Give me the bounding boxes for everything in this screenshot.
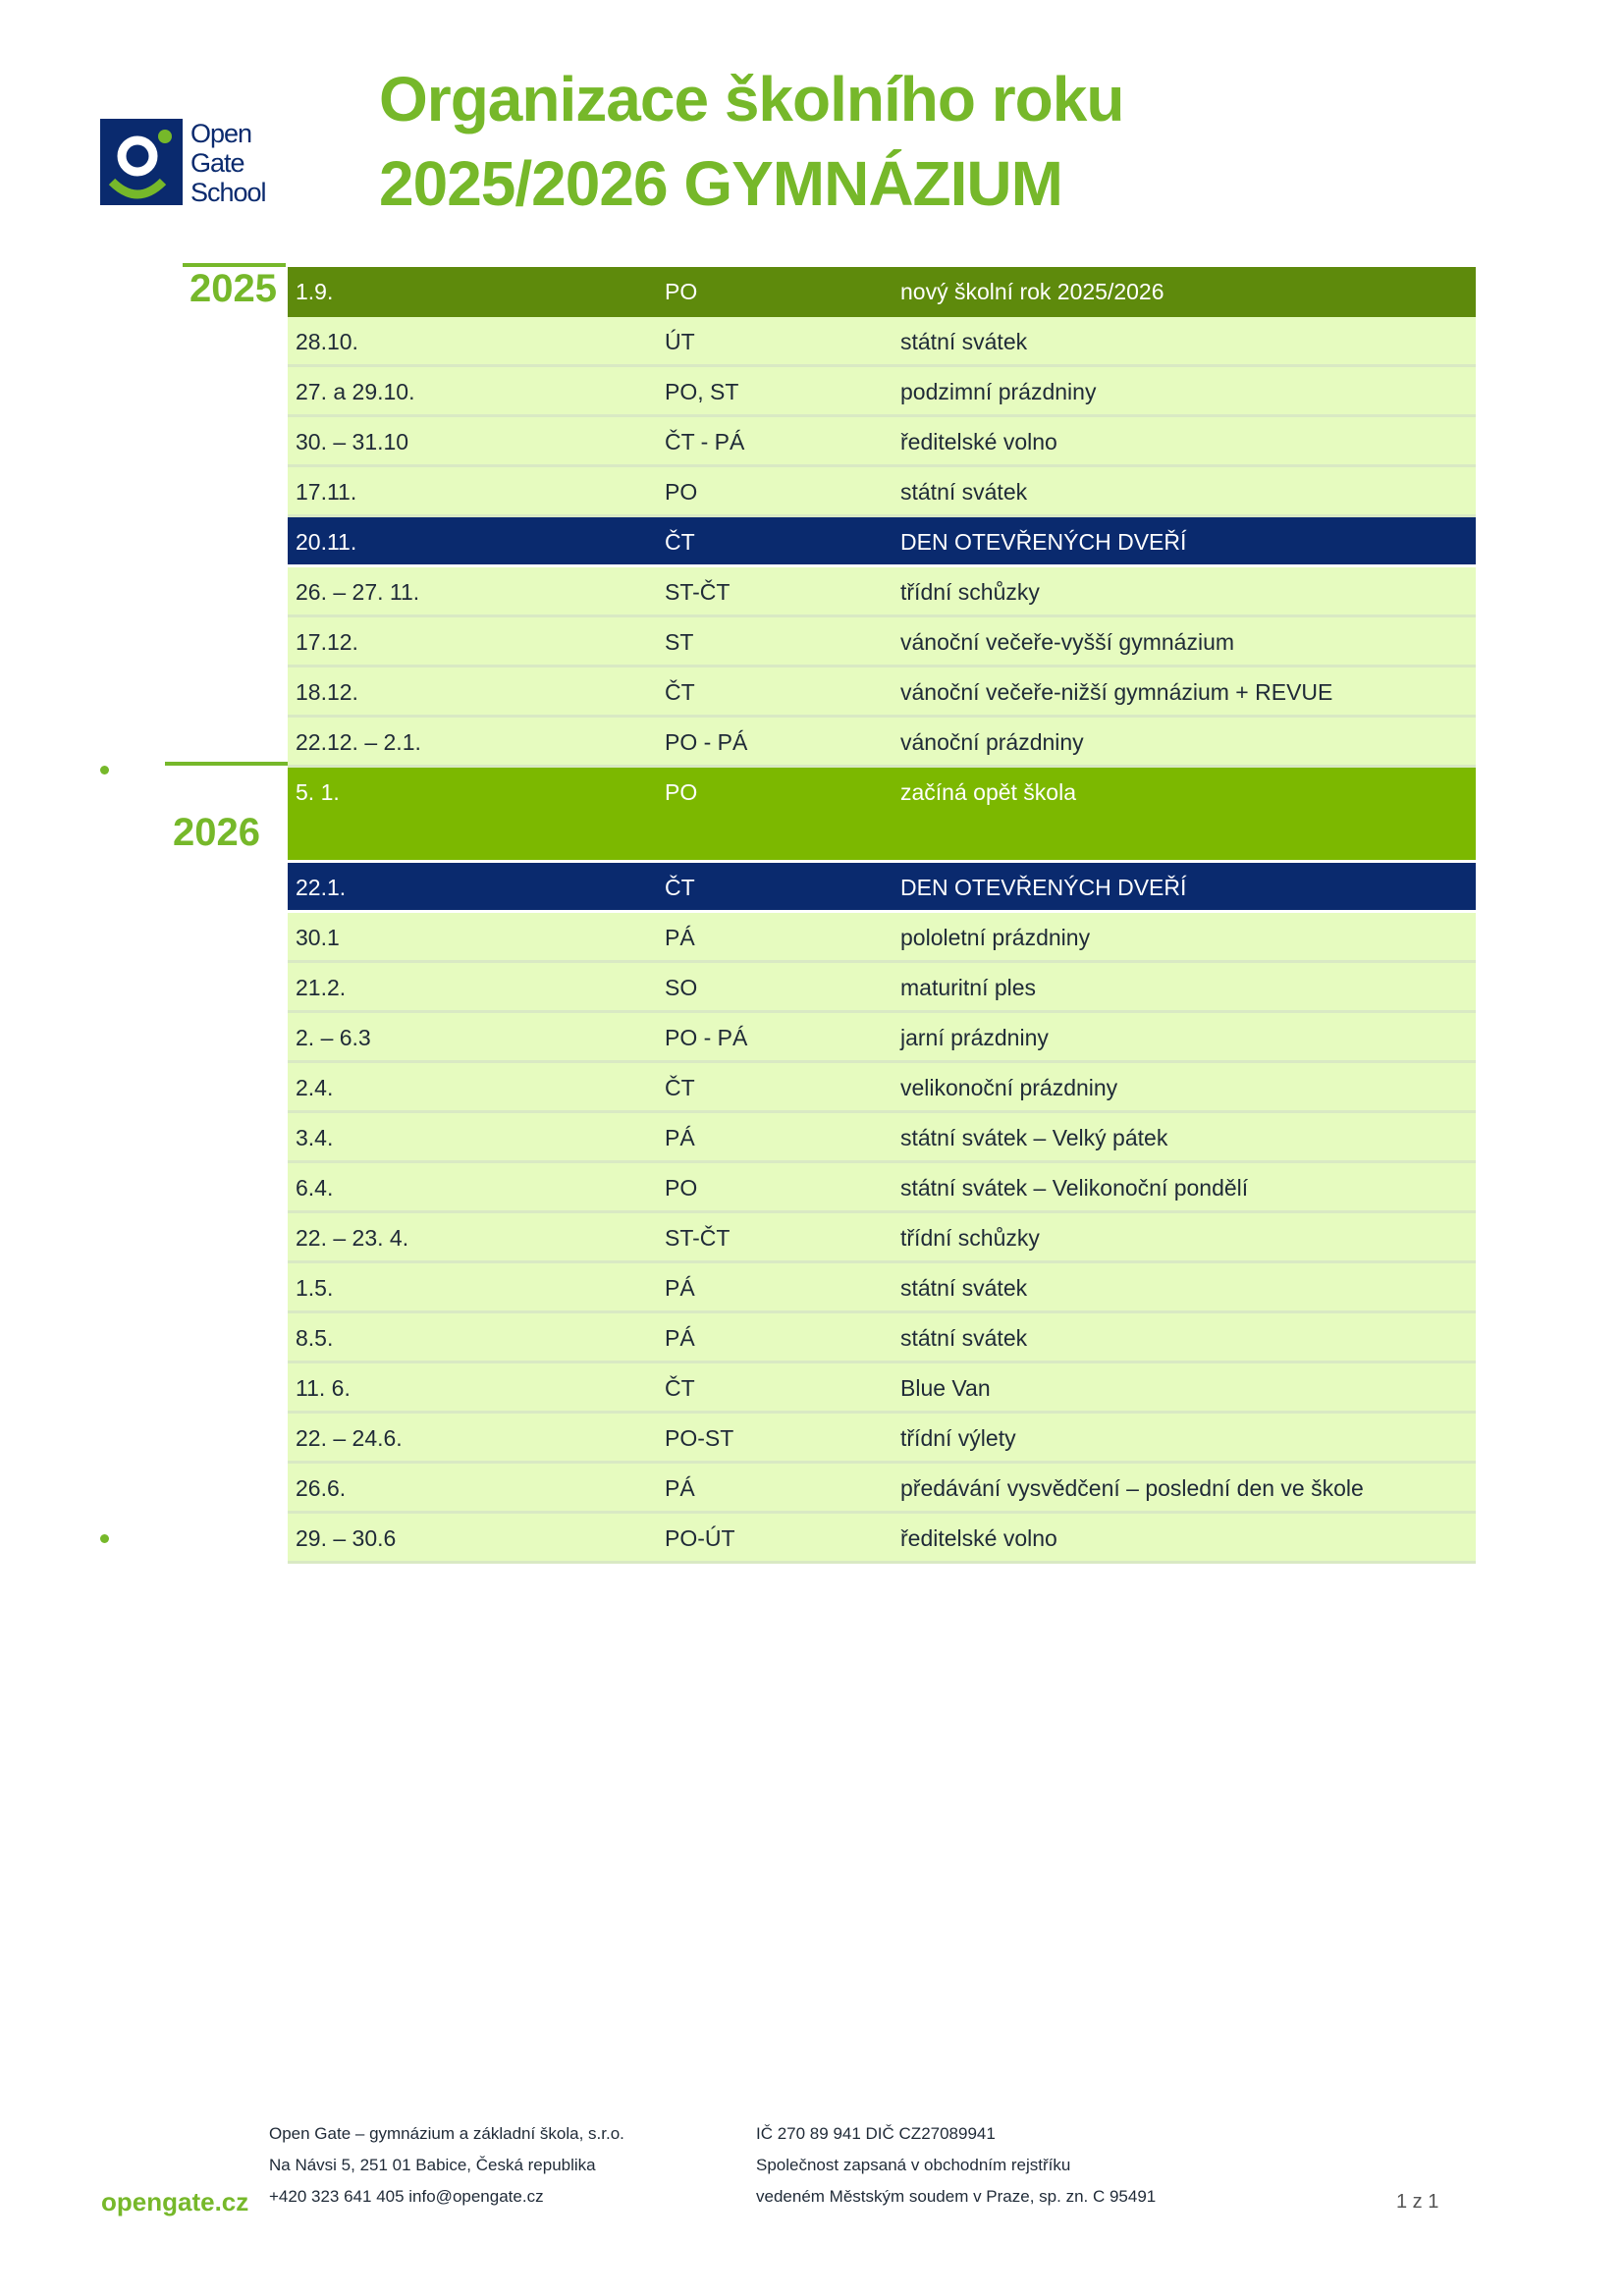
row-day: PÁ xyxy=(665,1125,695,1150)
row-description: začíná opět škola xyxy=(900,779,1077,805)
row-description: státní svátek xyxy=(900,329,1028,354)
table-row xyxy=(288,963,1476,1013)
row-description: státní svátek – Velikonoční pondělí xyxy=(900,1175,1249,1201)
row-date: 5. 1. xyxy=(296,779,340,805)
row-date: 30. – 31.10 xyxy=(296,429,409,454)
table-row xyxy=(288,417,1476,467)
row-date: 11. 6. xyxy=(296,1375,351,1401)
logo-text xyxy=(190,119,267,207)
row-date: 1.9. xyxy=(296,279,334,304)
row-date: 22. – 24.6. xyxy=(296,1425,403,1451)
row-day: PO, ST xyxy=(665,379,739,404)
row-date: 28.10. xyxy=(296,329,358,354)
year-2026-label: 2026 xyxy=(173,811,260,854)
row-description: třídní schůzky xyxy=(900,1225,1040,1251)
footer-brand: opengate.cz xyxy=(101,2187,249,2216)
row-description: velikonoční prázdniny xyxy=(900,1075,1118,1100)
row-date: 8.5. xyxy=(296,1325,334,1351)
footer-registry-1: Společnost zapsaná v obchodním rejstříku xyxy=(756,2156,1071,2174)
row-day: PO xyxy=(665,479,698,505)
row-description: třídní schůzky xyxy=(900,579,1040,605)
row-day: PÁ xyxy=(665,1325,695,1351)
row-description: jarní prázdniny xyxy=(900,1025,1049,1050)
table-row xyxy=(288,667,1476,718)
row-day: ČT xyxy=(665,875,695,900)
row-day: SO xyxy=(665,975,698,1000)
table-row xyxy=(288,913,1476,963)
row-description: vánoční prázdniny xyxy=(900,729,1084,755)
logo-line-school: School xyxy=(190,178,266,207)
row-date: 22.12. – 2.1. xyxy=(296,729,421,755)
title-line-2: 2025/2026 GYMNÁZIUM xyxy=(379,148,1062,219)
row-day: ČT xyxy=(665,1375,695,1401)
row-description: předávání vysvědčení – poslední den ve škole xyxy=(900,1475,1364,1501)
row-description: třídní výlety xyxy=(900,1425,1016,1451)
row-day: PO-ÚT xyxy=(665,1525,735,1551)
table-row xyxy=(288,718,1476,768)
row-day: ČT xyxy=(665,679,695,705)
table-row xyxy=(288,1414,1476,1464)
table-row xyxy=(288,1013,1476,1063)
row-date: 20.11. xyxy=(296,529,357,555)
row-day: ST-ČT xyxy=(665,1225,731,1251)
row-date: 17.11. xyxy=(296,479,357,505)
row-description: státní svátek xyxy=(900,1275,1028,1301)
logo-mark-icon xyxy=(100,119,183,205)
table-row xyxy=(288,1113,1476,1163)
row-date: 2. – 6.3 xyxy=(296,1025,371,1050)
table-row xyxy=(288,617,1476,667)
row-date: 2.4. xyxy=(296,1075,334,1100)
row-date: 1.5. xyxy=(296,1275,334,1301)
logo-line-open: Open xyxy=(190,119,252,148)
row-date: 22. – 23. 4. xyxy=(296,1225,409,1251)
row-day: PO xyxy=(665,279,698,304)
row-date: 30.1 xyxy=(296,925,340,950)
footer-ids: IČ 270 89 941 DIČ CZ27089941 xyxy=(756,2124,996,2143)
row-description: vánoční večeře-vyšší gymnázium xyxy=(900,629,1235,655)
table-row xyxy=(288,1263,1476,1313)
page-title xyxy=(379,57,1123,226)
row-date: 29. – 30.6 xyxy=(296,1525,397,1551)
table-row xyxy=(288,768,1476,863)
row-day: ST-ČT xyxy=(665,579,731,605)
table-row xyxy=(288,517,1476,567)
table-row xyxy=(288,1163,1476,1213)
row-date: 21.2. xyxy=(296,975,347,1000)
row-date: 3.4. xyxy=(296,1125,334,1150)
row-date: 6.4. xyxy=(296,1175,334,1201)
row-description: maturitní ples xyxy=(900,975,1037,1000)
bullet-dot xyxy=(100,766,109,774)
row-date: 18.12. xyxy=(296,679,358,705)
row-description: státní svátek xyxy=(900,479,1028,505)
table-row xyxy=(288,1213,1476,1263)
footer-registry-info xyxy=(756,2118,1156,2213)
row-description: podzimní prázdniny xyxy=(900,379,1097,404)
table-row xyxy=(288,1514,1476,1564)
table-row xyxy=(288,567,1476,617)
row-date: 26. – 27. 11. xyxy=(296,579,420,605)
row-date: 27. a 29.10. xyxy=(296,379,415,404)
row-day: PO - PÁ xyxy=(665,729,748,755)
footer-registry-2: vedeném Městským soudem v Praze, sp. zn. C 95491 xyxy=(756,2187,1157,2206)
year-2025-label: 2025 xyxy=(189,267,277,310)
row-day: PO xyxy=(665,779,698,805)
row-day: PÁ xyxy=(665,925,695,950)
row-description: Blue Van xyxy=(900,1375,991,1401)
footer-company-info xyxy=(269,2118,624,2213)
row-day: PÁ xyxy=(665,1275,695,1301)
table-row xyxy=(288,267,1476,317)
table-row xyxy=(288,1063,1476,1113)
table-row xyxy=(288,317,1476,367)
footer-contact: +420 323 641 405 info@opengate.cz xyxy=(269,2187,544,2206)
logo xyxy=(100,119,267,207)
row-description: pololetní prázdniny xyxy=(900,925,1091,950)
row-day: PO - PÁ xyxy=(665,1025,748,1050)
row-description: ředitelské volno xyxy=(900,429,1057,454)
row-description: státní svátek – Velký pátek xyxy=(900,1125,1168,1150)
title-line-1: Organizace školního roku xyxy=(379,64,1124,134)
row-description: DEN OTEVŘENÝCH DVEŘÍ xyxy=(900,529,1187,555)
row-description: DEN OTEVŘENÝCH DVEŘÍ xyxy=(900,875,1187,900)
bullet-dot xyxy=(100,1534,109,1543)
row-description: státní svátek xyxy=(900,1325,1028,1351)
calendar-table xyxy=(288,267,1476,1564)
row-day: PÁ xyxy=(665,1475,695,1501)
table-row xyxy=(288,367,1476,417)
row-day: ÚT xyxy=(665,329,695,354)
footer-company: Open Gate – gymnázium a základní škola, s.r.o. xyxy=(269,2124,624,2143)
table-row xyxy=(288,467,1476,517)
table-row xyxy=(288,1464,1476,1514)
row-day: ČT - PÁ xyxy=(665,429,745,454)
row-day: PO xyxy=(665,1175,698,1201)
row-day: ST xyxy=(665,629,694,655)
row-description: vánoční večeře-nižší gymnázium + REVUE xyxy=(900,679,1333,705)
table-row xyxy=(288,1313,1476,1363)
year-2026-line xyxy=(165,762,288,766)
row-day: ČT xyxy=(665,529,695,555)
row-day: PO-ST xyxy=(665,1425,734,1451)
logo-line-gate: Gate xyxy=(190,148,244,178)
row-description: ředitelské volno xyxy=(900,1525,1057,1551)
page-number: 1 z 1 xyxy=(1396,2191,1439,2213)
table-row xyxy=(288,1363,1476,1414)
row-date: 17.12. xyxy=(296,629,358,655)
table-row xyxy=(288,863,1476,913)
row-date: 22.1. xyxy=(296,875,347,900)
row-description: nový školní rok 2025/2026 xyxy=(900,279,1164,304)
row-day: ČT xyxy=(665,1075,695,1100)
row-date: 26.6. xyxy=(296,1475,347,1501)
footer-address: Na Návsi 5, 251 01 Babice, Česká republika xyxy=(269,2156,596,2174)
